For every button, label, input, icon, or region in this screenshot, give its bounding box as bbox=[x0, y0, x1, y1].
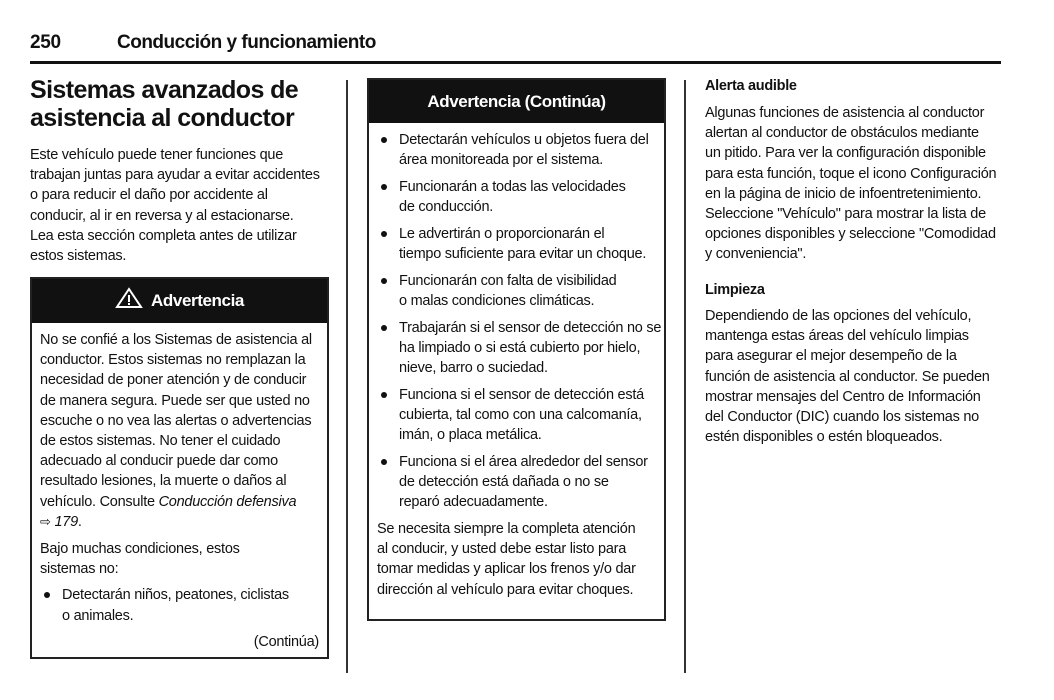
warning-header bbox=[32, 279, 327, 323]
list-item bbox=[377, 224, 664, 264]
page-arrow-icon: ⇨ bbox=[40, 513, 51, 529]
bullet-icon bbox=[381, 278, 387, 284]
subsection-paragraph: Algunas funciones de asistencia al conductor alertan al conductor de obstáculos mediante un pitido. Para ver la configuración disponible para esta función, toque el icono Configuración en la página de inicio de infoentretenimiento. Seleccione "Vehículo" para mostrar la lista de opciones disponibles y seleccione "Comodidad y conveniencia". bbox=[705, 105, 997, 263]
reference-link[interactable]: Conducción defensiva bbox=[158, 493, 297, 510]
bullet-icon bbox=[381, 325, 387, 331]
warning-continued-header: Advertencia (Continúa) bbox=[369, 80, 664, 123]
list-item-text: Detectarán niños, peatones, ciclistas o animales. bbox=[62, 587, 289, 624]
warning-lead: Bajo muchas condiciones, estos sistemas no: bbox=[40, 541, 240, 578]
continued-label: (Continúa) bbox=[253, 634, 319, 651]
bullet-icon bbox=[381, 459, 387, 465]
warning-title: Advertencia bbox=[151, 291, 244, 310]
header-rule bbox=[30, 61, 1001, 64]
bullet-icon bbox=[381, 137, 387, 143]
reference-page[interactable]: 179 bbox=[54, 513, 78, 530]
column-divider bbox=[684, 80, 686, 673]
closing-paragraph: Se necesita siempre la completa atención al conducir, y usted debe estar listo para tomar medidas y aplicar los frenos y/o dar dirección al vehículo para evitar choques. bbox=[377, 520, 636, 598]
subsection-paragraph: Dependiendo de las opciones del vehículo, mantenga estas áreas del vehículo limpias para asegurar el mejor desempeño de la función de asistencia al conductor. Se pueden mostrar mensajes del Centro de Información del Conductor (DIC) cuando los sistemas no estén disponibles o estén bloqueados. bbox=[705, 308, 990, 446]
bullet-icon bbox=[381, 184, 387, 190]
warning-text: No se confié a los Sistemas de asistencia al conductor. Estos sistemas no remplazan la necesidad de poner atención y de conducir de manera segura. Puede ser que usted no escuche o no vea las alertas o advertencias de estos sistemas. No tener el cuidado adecuado al conducir puede dar como resultado lesiones, la muerte o daños al vehículo. Consulte bbox=[40, 332, 312, 510]
subsection-title: Alerta audible bbox=[705, 78, 797, 94]
page-number: 250 bbox=[30, 32, 61, 53]
warning-box bbox=[30, 277, 329, 659]
list-item bbox=[40, 585, 327, 625]
warning-body bbox=[40, 330, 327, 532]
list-item-text: Funcionarán con falta de visibilidad o malas condiciones climáticas. bbox=[399, 272, 617, 309]
bullet-icon bbox=[381, 231, 387, 237]
list-item-text: Detectarán vehículos u objetos fuera del área monitoreada por el sistema. bbox=[399, 132, 649, 169]
warning-continued-box bbox=[367, 78, 666, 621]
section-title: Sistemas avanzados de asistencia al conductor bbox=[30, 76, 299, 132]
list-item bbox=[377, 452, 664, 513]
list-item-text: Funciona si el área alrededor del sensor de detección está dañada o no se reparó adecuadamente. bbox=[399, 453, 648, 511]
list-item bbox=[377, 318, 664, 379]
list-item-text: Funcionarán a todas las velocidades de conducción. bbox=[399, 178, 626, 216]
bullet-icon bbox=[381, 392, 387, 398]
chapter-title: Conducción y funcionamiento bbox=[117, 32, 376, 53]
punctuation: . bbox=[77, 513, 82, 530]
column-divider bbox=[346, 80, 348, 673]
list-item bbox=[377, 130, 664, 170]
list-item bbox=[377, 177, 664, 217]
warning-triangle-icon bbox=[115, 282, 143, 326]
list-item bbox=[377, 271, 664, 311]
list-item-text: Funciona si el sensor de detección está cubierta, tal como con una calcomanía, imán, o placa metálica. bbox=[399, 386, 644, 444]
list-item bbox=[377, 385, 664, 446]
list-item-text: Trabajarán si el sensor de detección no se ha limpiado o si está cubierto por hielo, nieve, barro o suciedad. bbox=[399, 319, 662, 377]
list-item-text: Le advertirán o proporcionarán el tiempo suficiente para evitar un choque. bbox=[399, 225, 647, 263]
subsection-title: Limpieza bbox=[705, 282, 765, 298]
intro-paragraph: Este vehículo puede tener funciones que trabajan juntas para ayudar a evitar accidentes o para reducir el daño por accidente al conducir, al ir en reversa y al estacionarse. Lea esta sección completa antes de utilizar estos sistemas. bbox=[30, 147, 320, 265]
bullet-icon bbox=[44, 592, 50, 598]
